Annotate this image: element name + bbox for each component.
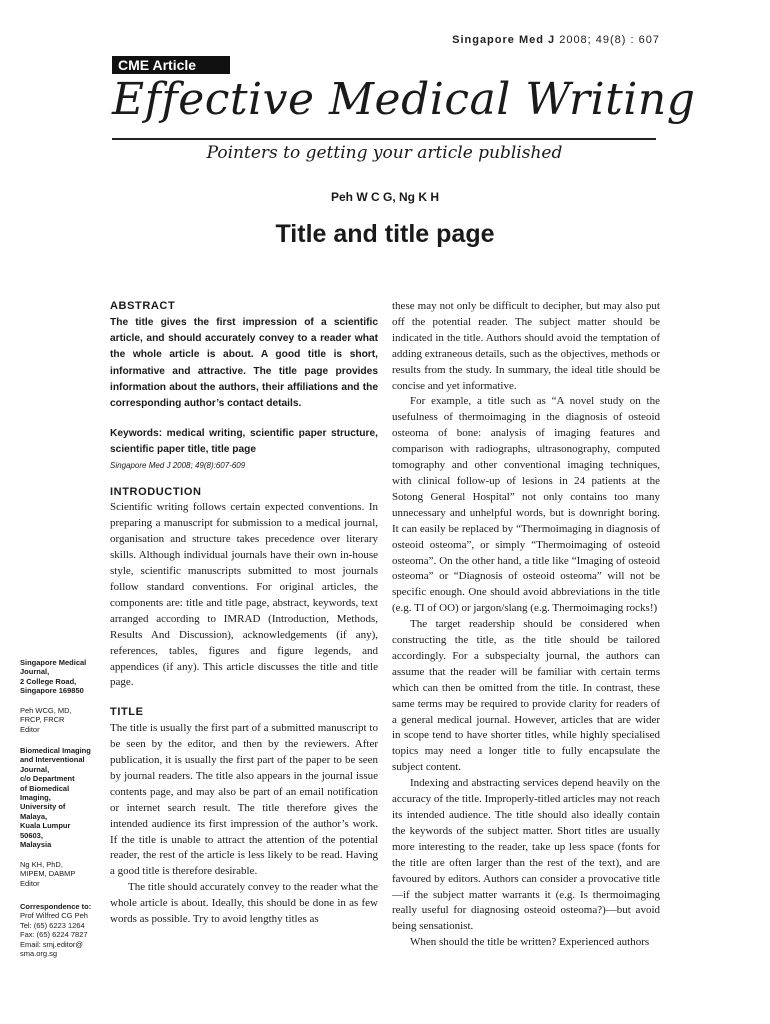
- article-authors: Peh W C G, Ng K H: [331, 190, 439, 204]
- journal-citation-header: [452, 34, 660, 46]
- title-section-paragraph-2: The title should accurately convey to the reader what the whole article is about. Ideally, this should be done in as few words as possible. Try to avoid lengthy titles as: [110, 881, 378, 926]
- series-divider: [112, 138, 656, 140]
- right-paragraph-1: these may not only be difficult to decipher, but may also put off the potential reader. The subject matter should be indicated in the title. Authors should avoid the temptation of adding extraneous details, such as the objectives, methods or results from the study. In summary, the ideal title should be concise and yet informative.: [392, 300, 660, 392]
- article-citation: Singapore Med J 2008; 49(8):607-609: [110, 460, 246, 470]
- cme-article-badge: CME Article: [112, 56, 230, 74]
- article-title: Title and title page: [275, 220, 495, 248]
- journal-name: Singapore Med J: [452, 34, 556, 46]
- series-title: Effective Medical Writing: [112, 74, 696, 125]
- title-section-heading: TITLE: [110, 706, 144, 719]
- keywords: Keywords: medical writing, scientific paper structure, scientific paper title, title page: [110, 428, 378, 456]
- introduction-body: Scientific writing follows certain expected conventions. In preparing a manuscript for submission to a medical journal, organisation and structure takes precedence over literary skills. Although individual journals have their own in-house style, scientific manuscripts submitted to most journals follow standard conventions. For original articles, the components are: title and title page, abstract, keywords, text arranged according to IMRAD (Introduction, Methods, Results And Discussion), acknowledgements (if any), references, tables, figures and figure legends, and appendices (if any). This article discusses the title and title page.: [110, 501, 378, 689]
- abstract-heading: ABSTRACT: [110, 300, 176, 312]
- sidebar-ng-credentials: Ng KH, PhD, MIPEM, DABMP Editor: [20, 860, 76, 888]
- right-paragraph-2: For example, a title such as “A novel study on the usefulness of thermoimaging in the diagnosis of osteoid osteoma of bone: analysis of imaging features and comparison with radiographs, ultrasonography, computed tomography and other conventional imaging techniques, with clinical follow-up of lesions in 24 patients at the Sotong General Hospital” not only contains too many unnecessary and unhelpful words, but is downright boring. It can easily be replaced by “Thermoimaging in diagnosis of osteoid osteoma”, or simply “Thermoimaging of osteoid osteoma”. On the other hand, a title like “Imaging of osteoid osteoma” or “Diagnosis of osteoid osteoma” will not be specific enough. One should avoid abbreviations in the title (e.g. TI of OO) or jargon/slang (e.g. Thermoimaging rocks!): [392, 395, 660, 615]
- right-paragraph-3: The target readership should be considered when constructing the title, as the title should be tailored accordingly. For a subspecialty journal, the authors can assume that the reader will be familiar with certain terms which can then be omitted from the title. In contrast, these same terms may be required to provide clarity for readers of a general medical journal. However, articles that are wider in scope tend to have shorter titles, while highly specialised topics may need a longer title to fully encapsulate the subject content.: [392, 618, 660, 774]
- abstract-body: The title gives the first impression of a scientific article, and should accurately convey to a reader what the whole article is about. A good title is short, informative and attractive. The title page provides information about the authors, their affiliations and the corresponding author’s contact details.: [110, 316, 378, 409]
- series-subtitle: Pointers to getting your article published: [206, 143, 563, 163]
- right-paragraph-5: When should the title be written? Experienced authors: [410, 936, 650, 949]
- introduction-heading: INTRODUCTION: [110, 485, 202, 498]
- journal-volume: 2008; 49(8) : 607: [559, 34, 660, 46]
- sidebar-peh-credentials: Peh WCG, MD, FRCP, FRCR Editor: [20, 706, 72, 734]
- sidebar-correspondence: Correspondence to: Prof Wilfred CG Peh Tel: (65) 6223 1264 Fax: (65) 6224 7827 Email: smj.editor@ sma.org.sg: [20, 902, 102, 958]
- correspondence-heading: Correspondence to:: [20, 902, 92, 911]
- right-paragraph-4: Indexing and abstracting services depend heavily on the accuracy of the title. Improperly-titled articles may not reach its intended audience. The title should also ideally contain the keywords of the subject matter. Short titles are usually more interesting to the reader, take up less space (fonts for the title are often larger than the rest of the text), and are favoured by editors. Authors can consider a provocative title—if the subject matter warrants it (e.g. Is thermoimaging really useful for diagnosing osteoid osteoma?)—but avoid being sensationist.: [392, 777, 660, 933]
- left-column: [110, 299, 378, 928]
- sidebar-journal-address: Singapore Medical Journal, 2 College Road, Singapore 169850: [20, 658, 87, 696]
- sidebar-affiliation: Biomedical Imaging and Interventional Journal, c/o Department of Biomedical Imaging, University of Malaya, Kuala Lumpur 50603, Malaysia: [20, 746, 91, 850]
- title-section-paragraph-1: The title is usually the first part of a submitted manuscript to be seen by the editor, and then by the reviewers. After publication, it is usually the first part of the paper to be seen by journal readers. The title also appears in the journal issue contents page, and may also be part of an email notification or internet search result. The title therefore gives the intended audience its first impression of the author’s work. If the title is unable to attract the attention of the potential reader, the rest of the article is less likely to be read. Having a good title is therefore desirable.: [110, 722, 378, 878]
- right-column: [392, 299, 660, 951]
